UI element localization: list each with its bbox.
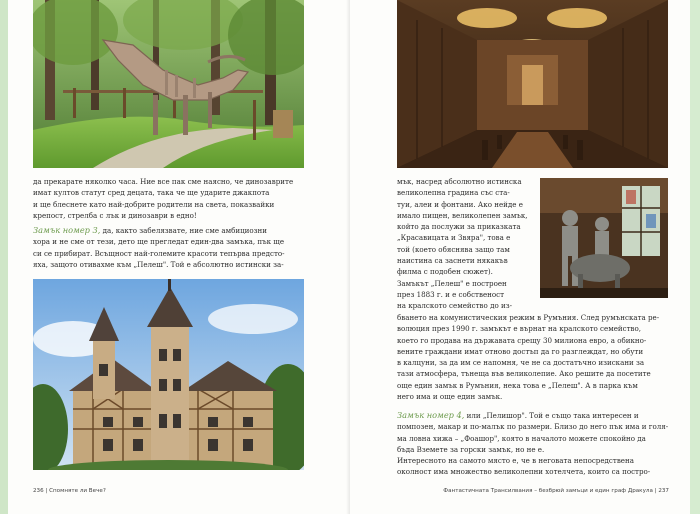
text-line: великолепна градина със ста- (397, 188, 510, 198)
text-line: помпозен, макар и по-малък по размери. Близо до него пък има и голя- (397, 422, 669, 432)
text-line: имало пищен, великолепен замък, (397, 210, 528, 220)
paragraph-peles-history (397, 312, 669, 402)
text-line: тази атмосфера, тънеща във великолепие. Ако решите да посетите (397, 369, 651, 379)
peles-castle-photo (33, 279, 304, 470)
section-heading-castle-4: Замък номер 4, (397, 410, 465, 420)
text-fragment: или „Пелишор". Той е също така интересен и (464, 411, 639, 420)
left-page-edge (0, 0, 8, 514)
text-line: през 1883 г. и е собственост (397, 289, 505, 299)
text-line: в калцуни, за да им се напомня, че не са достатъчно изискани за (397, 358, 645, 368)
photo-drawing (33, 279, 304, 470)
text-line: наистина са заснети някакъв (397, 256, 508, 266)
text-line: крепост, стрелба с лък и динозаври в едно! (33, 210, 197, 220)
text-line: „Красавицата и Звяра", това е (397, 233, 511, 243)
text-line (397, 410, 669, 421)
right-page-edge (690, 0, 700, 514)
text-line (33, 225, 305, 236)
section-heading-castle-3: Замък номер 3, (33, 225, 101, 235)
text-line: който да послужи за приказката (397, 222, 521, 232)
text-line: вените граждани имат отново достъп да го разглеждат, но обути (397, 346, 644, 356)
text-line: филма с подобен сюжет). (397, 267, 493, 277)
paragraph-castle-4 (397, 410, 669, 478)
peles-hall-interior-photo (397, 0, 668, 168)
text-line: той (което обяснява защо там (397, 244, 510, 254)
text-line: да прекарате няколко часа. Ние все пак сме наясно, че динозаврите (33, 177, 294, 186)
photo-drawing (33, 0, 304, 168)
right-page (350, 0, 700, 514)
text-line: туи, алеи и фонтани. Ако нейде е (397, 199, 523, 209)
text-line: и ще блеснете като най-добрите родители на света, показвайки (33, 199, 275, 209)
text-line: което го продава на държавата срещу 30 милиона евро, а обикно- (397, 335, 647, 345)
text-line: имат култов статут сред децата, така че ще ударите джакпота (33, 188, 270, 198)
text-line: хора и не сме от тези, дето ще прегледат един-два замъка, пък ще (33, 237, 285, 247)
paragraph-dinosaurs (33, 176, 305, 221)
photo-drawing (397, 0, 668, 168)
page-footer-right: Фантастичната Трансилвания – безбрюй замъци и един граф Дракула | 237 (443, 488, 669, 494)
text-line: мък, насред абсолютно истинска (397, 177, 522, 186)
text-line: бъда Вземете за горски замък, но не е. (397, 444, 545, 454)
text-line: ма ловна хижа – „Фоашор", която в началото можете спокойно да (397, 433, 646, 443)
text-line: волюция през 1990 г. замъкът е върнат на кралското семейство, (397, 324, 642, 334)
text-line: Интересното на самото място е, че в неговата непосредствена (397, 456, 634, 466)
dinosaur-skeleton-photo (33, 0, 304, 168)
text-line: на кралското семейство до из- (397, 301, 512, 311)
text-line: още един замък в Румъния, нека това е „Пелеш". А в парка към (397, 380, 638, 390)
text-line: яха, защото отивахме към „Пелеш". Той е абсолютно истински за- (33, 259, 284, 269)
paragraph-castle-3 (33, 225, 305, 270)
page-footer-left: 236 | Спомняте ли Вече? (33, 488, 106, 494)
text-line: него има и още един замък. (397, 392, 503, 402)
text-fragment: да, както забелязвате, ние сме амбициозни (100, 226, 268, 235)
photo-drawing (540, 178, 668, 298)
text-line: околност има множество великолепни хотелчета, които са постро- (397, 467, 651, 477)
paragraph-peles-column (397, 176, 537, 312)
text-line: бването на комунистическия режим в Румъния. След румънската ре- (397, 313, 660, 322)
text-line: Замъкът „Пелеш" е построен (397, 278, 507, 288)
armor-interior-photo (540, 178, 668, 298)
text-line: си се прибират. Всъщност най-големите красоти тепърва предсто- (33, 248, 285, 258)
